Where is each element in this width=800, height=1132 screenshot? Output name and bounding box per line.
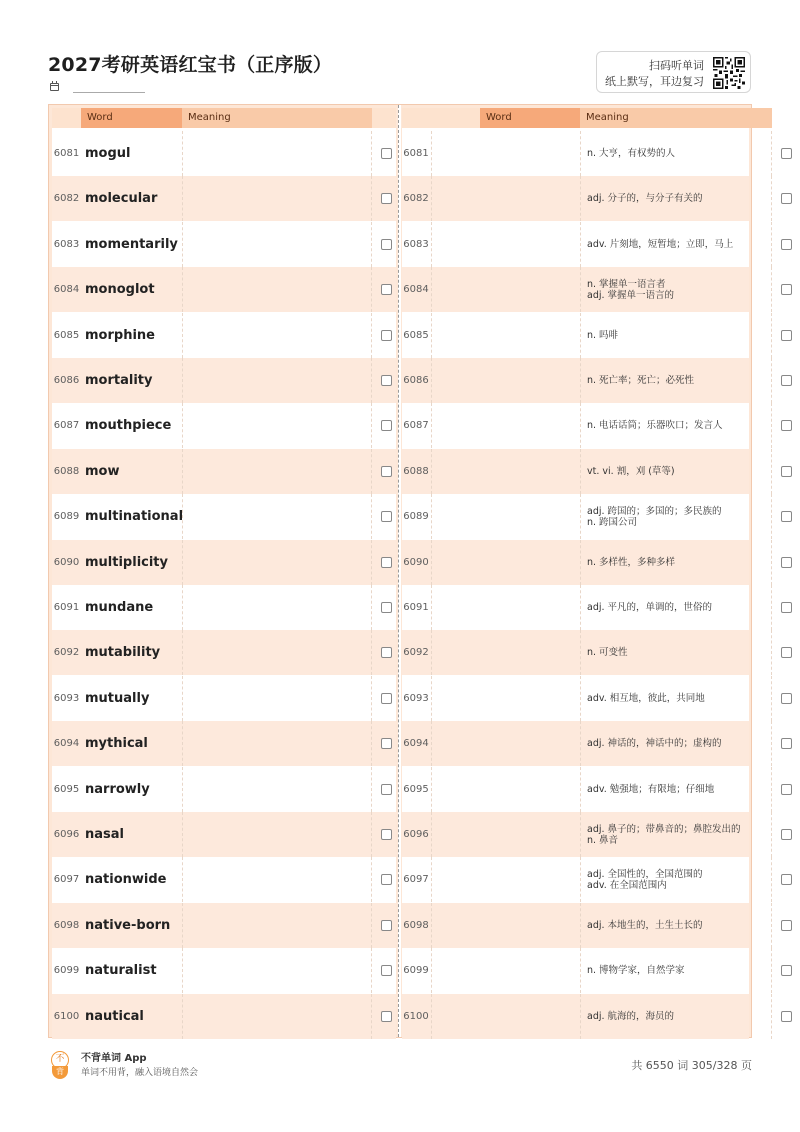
- row-number: 6087: [53, 420, 80, 432]
- word-row: [52, 540, 396, 585]
- page-info: 共 6550 词 305/328 页: [631, 1059, 752, 1072]
- word-column-panel: [52, 108, 396, 1036]
- word-write-area: [431, 313, 580, 358]
- word-row: [52, 948, 396, 993]
- row-number: 6081: [403, 148, 429, 159]
- checkbox[interactable]: [381, 511, 392, 522]
- meaning-column-panel: [402, 108, 749, 1036]
- row-number: 6092: [53, 647, 80, 659]
- checkbox[interactable]: [781, 738, 792, 749]
- word-text: mythical: [85, 736, 148, 752]
- meaning-write-area: [182, 903, 372, 948]
- row-number: 6089: [53, 511, 80, 523]
- meaning-text: n. 大亨，有权势的人: [587, 148, 676, 159]
- checkbox[interactable]: [781, 874, 792, 885]
- checkbox[interactable]: [381, 420, 392, 431]
- word-row: [52, 585, 396, 630]
- word-text: mutually: [85, 690, 150, 706]
- word-text: narrowly: [85, 781, 150, 797]
- meaning-row: [402, 131, 749, 176]
- meaning-write-area: [182, 630, 372, 675]
- word-row: [52, 494, 396, 539]
- row-number: 6098: [53, 919, 80, 931]
- meaning-row: [402, 630, 749, 675]
- meaning-text: n. 多样性，多种多样: [587, 556, 676, 568]
- meaning-write-area: [182, 267, 372, 312]
- meaning-text: adj. 分子的，与分子有关的: [587, 193, 703, 205]
- row-number: 6091: [403, 602, 429, 613]
- word-write-area: [431, 812, 580, 857]
- word-write-area: [431, 585, 580, 630]
- word-row: [52, 903, 396, 948]
- meaning-row: [402, 767, 749, 812]
- meaning-write-area: [182, 313, 372, 358]
- checkbox[interactable]: [781, 557, 792, 568]
- row-number: 6093: [53, 692, 80, 704]
- checkbox[interactable]: [381, 693, 392, 704]
- checkbox[interactable]: [381, 284, 392, 295]
- row-number: 6086: [53, 375, 80, 386]
- meaning-text: adj. 航海的，海员的: [587, 1010, 675, 1022]
- word-write-area: [431, 767, 580, 812]
- row-number: 6086: [403, 375, 429, 386]
- row-number: 6097: [403, 874, 429, 886]
- row-number: 6083: [403, 238, 429, 250]
- row-number: 6084: [53, 284, 80, 296]
- meaning-row: [402, 358, 749, 403]
- meaning-row: [402, 313, 749, 358]
- meaning-write-area: [182, 812, 372, 857]
- row-number: 6088: [53, 465, 80, 477]
- word-row: [52, 222, 396, 267]
- qr-caption: [605, 58, 704, 90]
- row-number: 6087: [403, 420, 429, 432]
- word-text: molecular: [85, 191, 158, 207]
- checkbox[interactable]: [781, 920, 792, 931]
- checkbox[interactable]: [381, 557, 392, 568]
- checkbox[interactable]: [381, 874, 392, 885]
- word-row: [52, 721, 396, 766]
- row-number: 6094: [403, 738, 429, 750]
- date-field: [50, 80, 145, 94]
- row-number: 6092: [403, 647, 429, 659]
- checkbox[interactable]: [381, 1011, 392, 1022]
- header-meaning: Meaning: [182, 108, 372, 128]
- meaning-text: n. 可变性: [587, 647, 628, 659]
- meaning-text: adj. 跨国的；多国的；多民族的 n. 跨国公司: [587, 505, 722, 528]
- meaning-row: [402, 222, 749, 267]
- checkbox[interactable]: [381, 375, 392, 386]
- word-text: native-born: [85, 917, 171, 933]
- meaning-write-area: [182, 222, 372, 267]
- word-row: [52, 403, 396, 448]
- qr-code-icon[interactable]: [713, 57, 745, 89]
- word-write-area: [431, 857, 580, 902]
- meaning-write-area: [182, 994, 372, 1039]
- meaning-row: [402, 176, 749, 221]
- word-text: naturalist: [85, 963, 157, 979]
- row-number: 6100: [403, 1010, 429, 1022]
- word-write-area: [431, 630, 580, 675]
- word-write-area: [431, 721, 580, 766]
- qr-card[interactable]: [596, 51, 751, 93]
- word-text: multinational: [85, 509, 184, 525]
- page-title: 2027考研英语红宝书（正序版）: [48, 54, 333, 76]
- word-write-area: [431, 449, 580, 494]
- row-number: 6097: [53, 874, 80, 886]
- word-text: multiplicity: [85, 554, 168, 570]
- checkbox[interactable]: [781, 647, 792, 658]
- word-row: [52, 676, 396, 721]
- row-number: 6096: [403, 829, 429, 840]
- checkbox[interactable]: [781, 193, 792, 204]
- checkbox[interactable]: [781, 965, 792, 976]
- row-number: 6096: [53, 829, 80, 840]
- word-write-area: [431, 540, 580, 585]
- meaning-row: [402, 721, 749, 766]
- meaning-text: n. 掌握单一语言者 adj. 掌握单一语言的: [587, 278, 675, 301]
- word-text: mortality: [85, 373, 153, 388]
- word-row: [52, 449, 396, 494]
- meaning-row: [402, 403, 749, 448]
- qr-caption-line1: 扫码听单词: [649, 59, 704, 72]
- row-number: 6089: [403, 511, 429, 523]
- checkbox[interactable]: [781, 511, 792, 522]
- checkbox[interactable]: [381, 148, 392, 159]
- meaning-text: adj. 全国性的，全国范围的 adv. 在全国范围内: [587, 868, 703, 891]
- checkbox[interactable]: [781, 375, 792, 386]
- app-slogan: 单词不用背，融入语境自然会: [81, 1068, 199, 1078]
- word-write-area: [431, 176, 580, 221]
- checkbox[interactable]: [381, 330, 392, 341]
- checkbox[interactable]: [381, 466, 392, 477]
- meaning-text: adj. 本地生的，土生土长的: [587, 919, 703, 931]
- meaning-row: [402, 585, 749, 630]
- word-write-area: [431, 903, 580, 948]
- meaning-write-area: [182, 131, 372, 176]
- meaning-text: adv. 勉强地；有限地；仔细地: [587, 783, 715, 795]
- word-text: mogul: [85, 146, 131, 161]
- checkbox[interactable]: [781, 693, 792, 704]
- meaning-text: adj. 平凡的，单调的，世俗的: [587, 602, 713, 613]
- meaning-row: [402, 676, 749, 721]
- meaning-row: [402, 903, 749, 948]
- meaning-write-area: [182, 449, 372, 494]
- word-row: [52, 994, 396, 1039]
- row-number: 6095: [53, 783, 80, 795]
- meaning-row: [402, 267, 749, 312]
- checkbox[interactable]: [381, 784, 392, 795]
- checkbox[interactable]: [781, 148, 792, 159]
- word-text: momentarily: [85, 236, 178, 252]
- checkbox[interactable]: [381, 193, 392, 204]
- checkbox[interactable]: [381, 239, 392, 250]
- checkbox[interactable]: [781, 1011, 792, 1022]
- checkbox[interactable]: [781, 420, 792, 431]
- word-write-area: [431, 948, 580, 993]
- word-text: morphine: [85, 327, 155, 343]
- meaning-text: n. 吗啡: [587, 329, 619, 341]
- word-write-area: [431, 403, 580, 448]
- word-row: [52, 358, 396, 403]
- row-number: 6082: [53, 193, 80, 205]
- word-row: [52, 767, 396, 812]
- meaning-write-area: [182, 676, 372, 721]
- word-row: [52, 812, 396, 857]
- checkbox[interactable]: [781, 239, 792, 250]
- meaning-row: [402, 494, 749, 539]
- meaning-write-area: [182, 948, 372, 993]
- meaning-text: adv. 相互地，彼此，共同地: [587, 692, 705, 704]
- meaning-write-area: [182, 721, 372, 766]
- date-blank-line: [73, 92, 145, 93]
- row-number: 6100: [53, 1010, 80, 1022]
- checkbox[interactable]: [781, 829, 792, 840]
- row-number: 6099: [53, 965, 80, 977]
- checkbox[interactable]: [381, 829, 392, 840]
- word-text: mutability: [85, 645, 161, 661]
- meaning-text: vt. vi. 割，刈 (草等): [587, 465, 675, 477]
- checkbox[interactable]: [381, 965, 392, 976]
- checkbox[interactable]: [781, 466, 792, 477]
- calendar-icon: [50, 83, 59, 91]
- header-meaning: Meaning: [580, 108, 772, 128]
- word-row: [52, 131, 396, 176]
- app-name: 不背单词 App: [81, 1053, 147, 1064]
- row-number: 6090: [403, 556, 429, 568]
- meaning-write-area: [182, 176, 372, 221]
- word-text: mouthpiece: [85, 418, 172, 434]
- meaning-write-area: [182, 494, 372, 539]
- word-text: nasal: [85, 827, 124, 842]
- word-row: [52, 313, 396, 358]
- row-number: 6085: [53, 329, 80, 341]
- header-word: Word: [81, 108, 182, 128]
- word-text: mow: [85, 463, 120, 479]
- meaning-text: n. 死亡率；死亡；必死性: [587, 375, 695, 386]
- word-row: [52, 630, 396, 675]
- vocabulary-sheet: [48, 104, 752, 1038]
- meaning-text: n. 电话话筒；乐器吹口；发言人: [587, 420, 723, 432]
- row-number: 6098: [403, 919, 429, 931]
- meaning-panel-header: [402, 108, 749, 128]
- word-text: nationwide: [85, 872, 167, 888]
- qr-caption-line2: 纸上默写，耳边复习: [605, 75, 704, 88]
- meaning-row: [402, 994, 749, 1039]
- row-number: 6099: [403, 965, 429, 977]
- meaning-row: [402, 948, 749, 993]
- word-write-area: [431, 994, 580, 1039]
- header-word: Word: [480, 108, 580, 128]
- word-write-area: [431, 222, 580, 267]
- checkbox[interactable]: [781, 784, 792, 795]
- meaning-row: [402, 857, 749, 902]
- checkbox[interactable]: [781, 330, 792, 341]
- word-panel-header: [52, 108, 396, 128]
- word-write-area: [431, 358, 580, 403]
- row-number: 6081: [53, 148, 80, 159]
- checkbox[interactable]: [781, 284, 792, 295]
- meaning-text: adj. 鼻子的；带鼻音的；鼻腔发出的 n. 鼻音: [587, 823, 741, 846]
- logo-bottom: 背: [52, 1066, 68, 1079]
- word-write-area: [431, 676, 580, 721]
- meaning-row: [402, 449, 749, 494]
- meaning-row: [402, 812, 749, 857]
- word-write-area: [431, 267, 580, 312]
- row-number: 6090: [53, 556, 80, 568]
- meaning-text: n. 博物学家，自然学家: [587, 965, 685, 977]
- checkbox[interactable]: [381, 738, 392, 749]
- meaning-write-area: [182, 358, 372, 403]
- meaning-write-area: [182, 585, 372, 630]
- meaning-write-area: [182, 540, 372, 585]
- word-row: [52, 857, 396, 902]
- checkbox[interactable]: [381, 602, 392, 613]
- meaning-write-area: [182, 403, 372, 448]
- meaning-text: adj. 神话的，神话中的；虚构的: [587, 738, 722, 750]
- row-number: 6094: [53, 738, 80, 750]
- word-row: [52, 267, 396, 312]
- row-number: 6083: [53, 238, 80, 250]
- row-number: 6091: [53, 602, 80, 613]
- row-number: 6088: [403, 465, 429, 477]
- meaning-write-area: [182, 767, 372, 812]
- row-number: 6082: [403, 193, 429, 205]
- word-write-area: [431, 494, 580, 539]
- checkbox[interactable]: [781, 602, 792, 613]
- checkbox[interactable]: [381, 647, 392, 658]
- meaning-write-area: [182, 857, 372, 902]
- word-text: monoglot: [85, 282, 155, 298]
- row-number: 6085: [403, 329, 429, 341]
- row-number: 6095: [403, 783, 429, 795]
- meaning-row: [402, 540, 749, 585]
- checkbox[interactable]: [381, 920, 392, 931]
- word-text: nautical: [85, 1008, 144, 1024]
- word-write-area: [431, 131, 580, 176]
- word-row: [52, 176, 396, 221]
- word-text: mundane: [85, 600, 154, 615]
- app-logo: [51, 1051, 71, 1079]
- row-number: 6084: [403, 284, 429, 296]
- meaning-text: adv. 片刻地，短暂地；立即，马上: [587, 238, 734, 250]
- logo-top: 不: [51, 1051, 69, 1069]
- row-number: 6093: [403, 692, 429, 704]
